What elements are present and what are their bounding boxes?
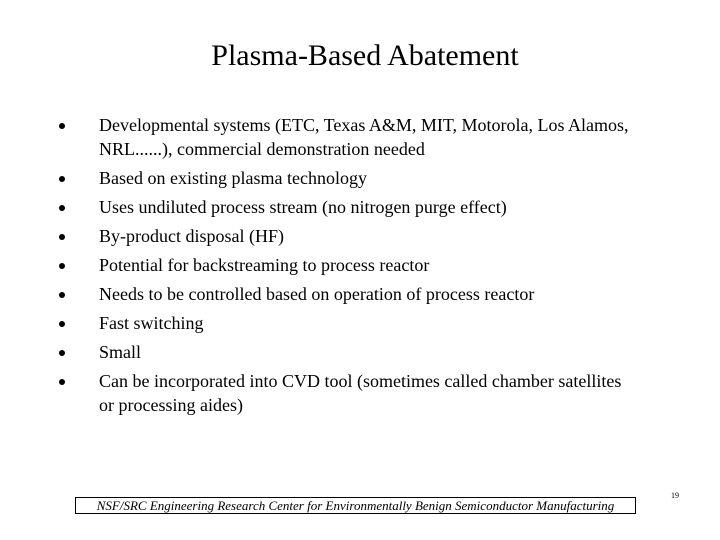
bullet-text: Potential for backstreaming to process reactor xyxy=(99,255,430,275)
bullet-dot-icon xyxy=(59,350,65,356)
page-number: 19 xyxy=(671,491,679,500)
bullet-item xyxy=(0,224,639,248)
bullet-dot-icon xyxy=(59,292,65,298)
bullet-text: Uses undiluted process stream (no nitrogen purge effect) xyxy=(99,197,507,217)
bullet-dot-icon xyxy=(59,263,65,269)
bullet-item xyxy=(0,282,639,306)
bullet-item xyxy=(0,195,639,219)
bullet-list xyxy=(0,113,720,422)
bullet-text: Needs to be controlled based on operation of process reactor xyxy=(99,284,535,304)
bullet-item xyxy=(0,369,639,417)
bullet-text: Developmental systems (ETC, Texas A&M, MIT, Motorola, Los Alamos, NRL......), commercial demonstration needed xyxy=(99,115,629,159)
bullet-text: By-product disposal (HF) xyxy=(99,226,284,246)
bullet-dot-icon xyxy=(59,176,65,182)
bullet-dot-icon xyxy=(59,234,65,240)
bullet-text: Can be incorporated into CVD tool (sometimes called chamber satellites or processing aides) xyxy=(99,371,622,415)
footer-caption: NSF/SRC Engineering Research Center for Environmentally Benign Semiconductor Manufacturing xyxy=(75,497,636,514)
bullet-text: Fast switching xyxy=(99,313,204,333)
bullet-dot-icon xyxy=(59,379,65,385)
bullet-text: Based on existing plasma technology xyxy=(99,168,367,188)
bullet-item xyxy=(0,253,639,277)
bullet-dot-icon xyxy=(59,321,65,327)
bullet-item xyxy=(0,113,639,161)
bullet-dot-icon xyxy=(59,205,65,211)
bullet-item xyxy=(0,340,639,364)
bullet-item xyxy=(0,311,639,335)
bullet-item xyxy=(0,166,639,190)
slide-title: Plasma-Based Abatement xyxy=(211,39,519,72)
bullet-text: Small xyxy=(99,342,142,362)
bullet-dot-icon xyxy=(59,123,65,129)
